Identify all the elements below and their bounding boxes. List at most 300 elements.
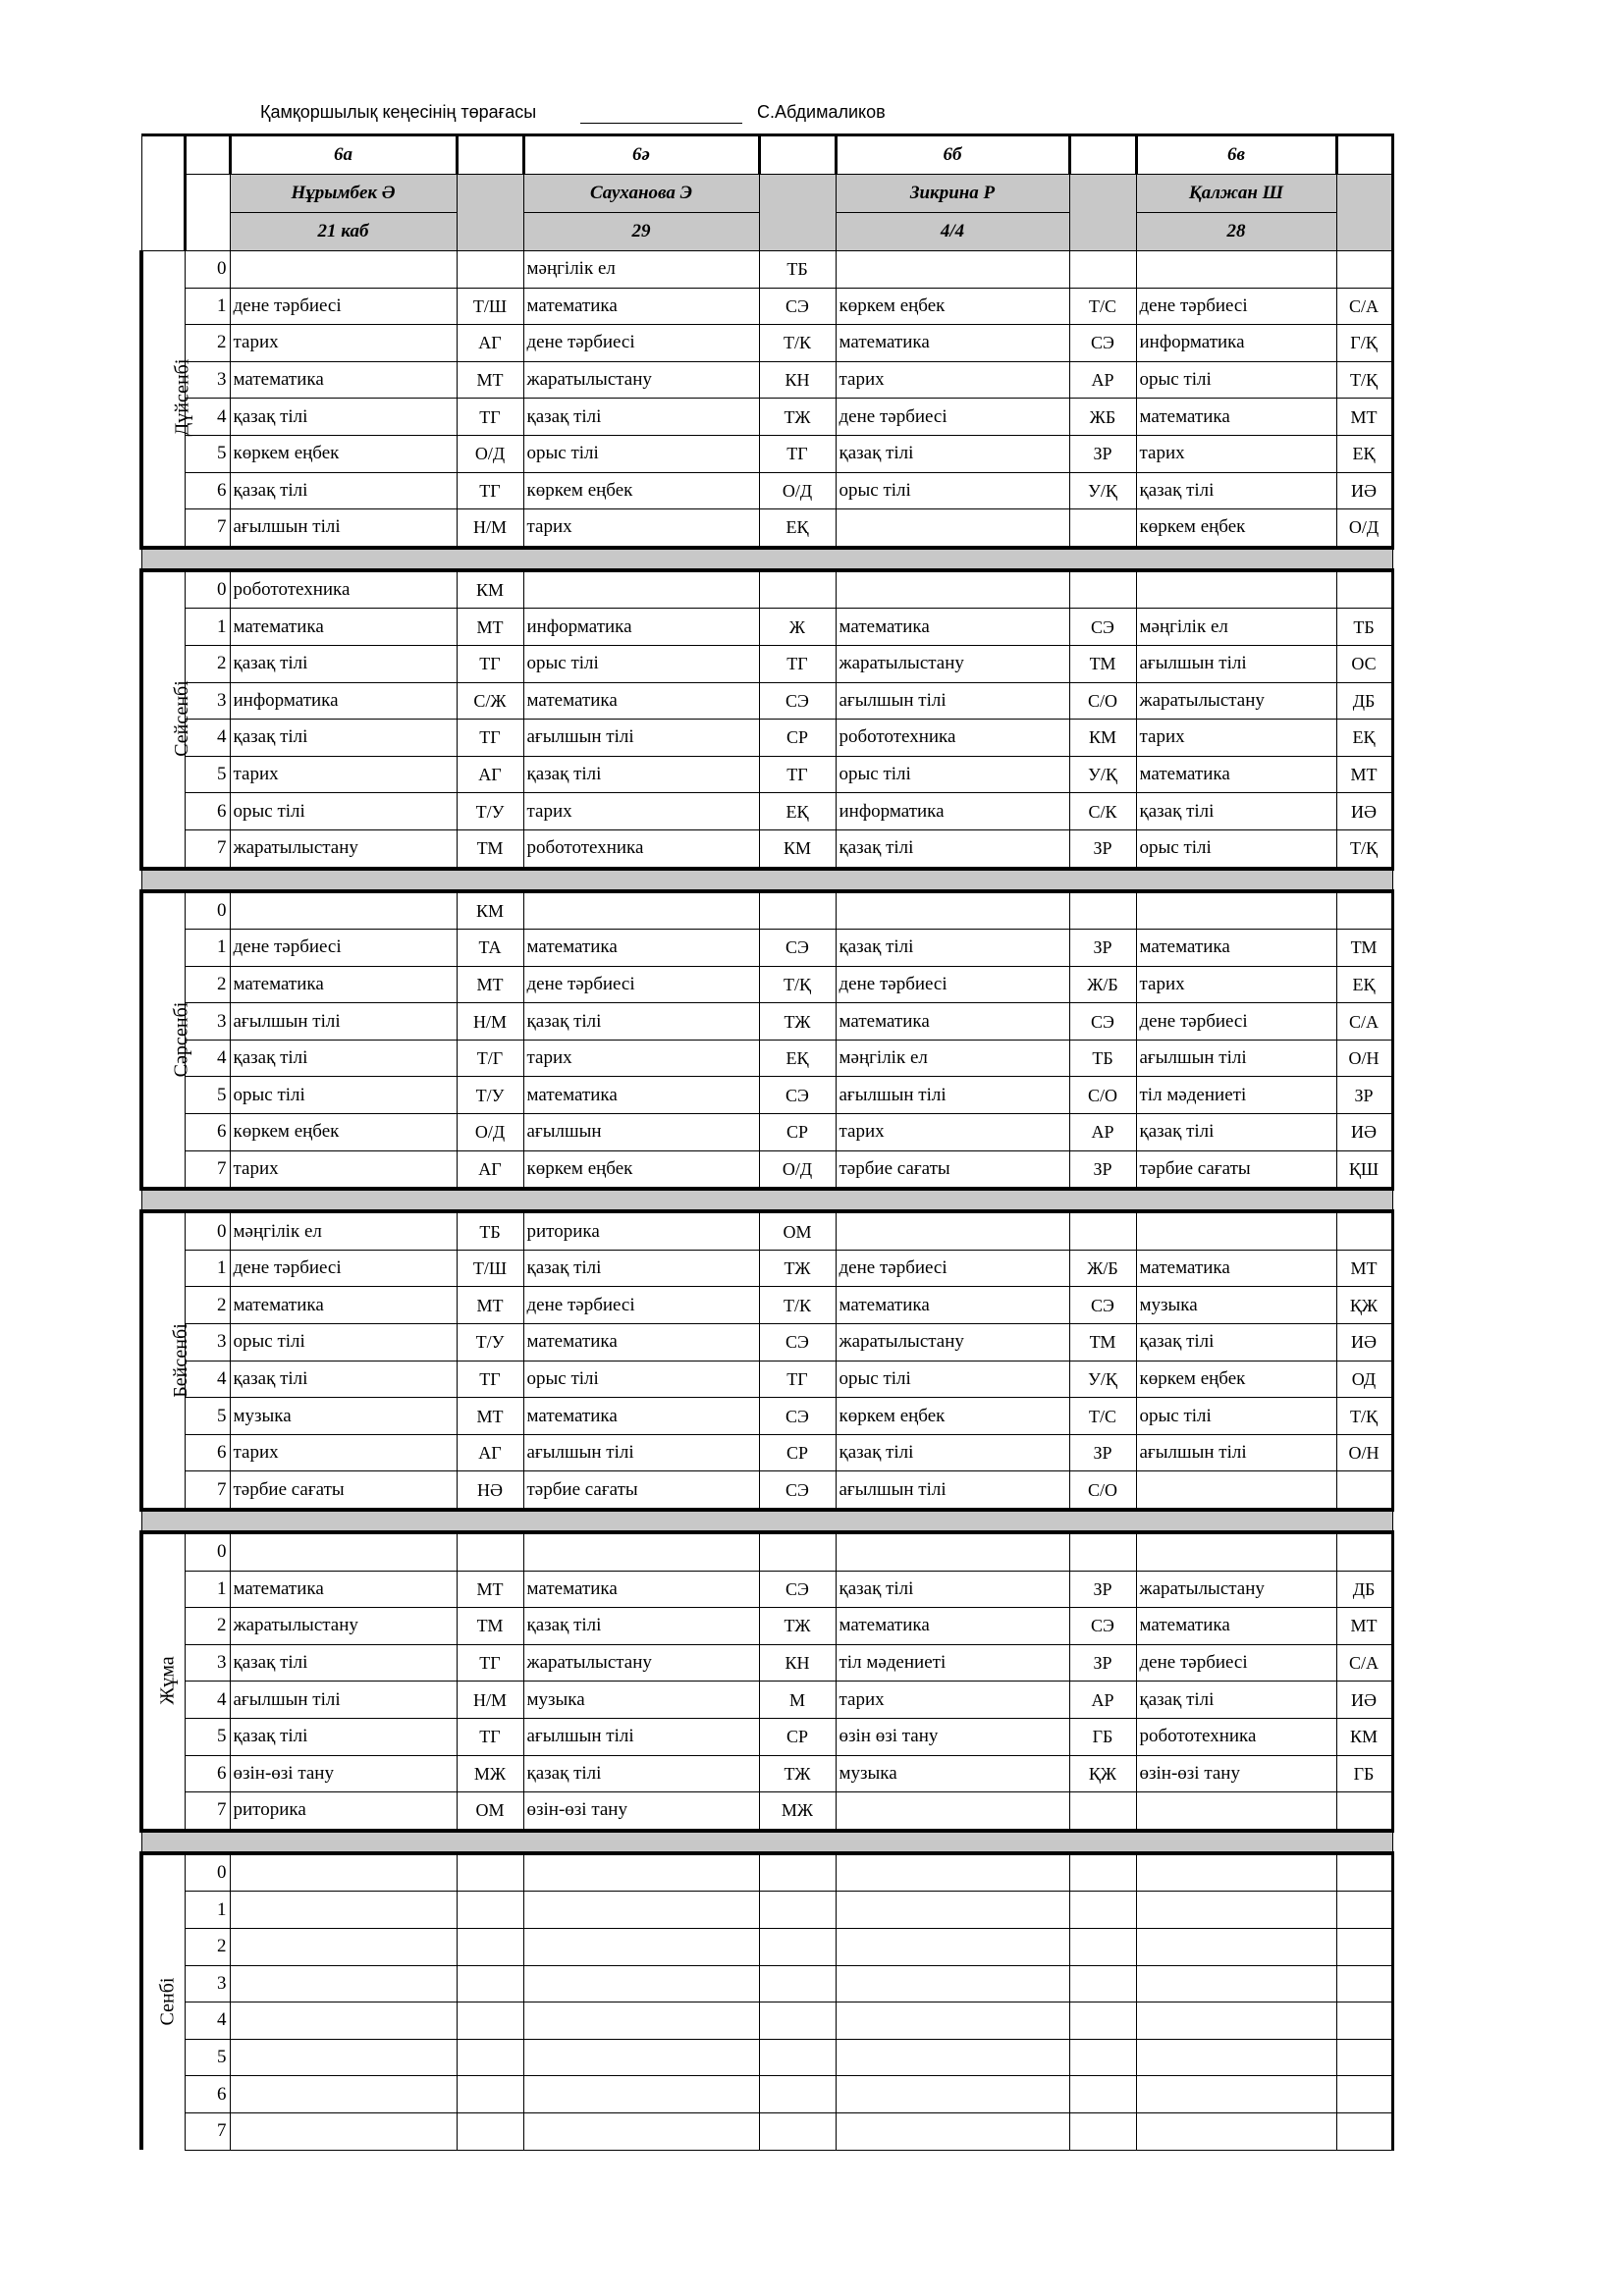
subject-cell: математика (1136, 1608, 1336, 1645)
teacher-code-cell: Т/Қ (759, 966, 836, 1003)
teacher-code-cell (1069, 1965, 1136, 2002)
subject-cell: ағылшын тілі (836, 682, 1069, 720)
subject-cell: қазақ тілі (523, 1755, 759, 1792)
teacher-code-cell: ЖБ (1069, 399, 1136, 436)
teacher-code-cell: ЕҚ (759, 793, 836, 830)
teacher-code-cell: О/Д (759, 1150, 836, 1189)
teacher-code-cell: С/А (1336, 1003, 1392, 1041)
subject-cell: қазақ тілі (1136, 1324, 1336, 1362)
lesson-row (141, 1114, 1392, 1151)
lesson-row (141, 720, 1392, 757)
teacher-code-cell: ОС (1336, 645, 1392, 682)
teacher-code-cell: ГБ (1069, 1718, 1136, 1755)
subject-cell: тарих (230, 1434, 457, 1471)
teacher-code-cell: У/Қ (1069, 756, 1136, 793)
teacher-code-cell: О/Н (1336, 1434, 1392, 1471)
lesson-row (141, 1571, 1392, 1608)
subject-cell: қазақ тілі (230, 472, 457, 509)
subject-cell: мәңгілік ел (1136, 609, 1336, 646)
subject-cell (836, 2039, 1069, 2076)
lesson-row (141, 1250, 1392, 1287)
day-separator (141, 1510, 1392, 1532)
council-chair-name: С.Абдималиков (757, 102, 886, 122)
subject-cell: орыс тілі (230, 1324, 457, 1362)
lesson-number: 1 (185, 930, 230, 967)
subject-cell: қазақ тілі (230, 720, 457, 757)
corner-cell (185, 135, 230, 175)
lesson-number: 2 (185, 966, 230, 1003)
lesson-row (141, 472, 1392, 509)
lesson-number: 6 (185, 1114, 230, 1151)
subject-cell: тарих (523, 1040, 759, 1077)
lesson-row (141, 793, 1392, 830)
teacher-code-cell: ЕҚ (759, 1040, 836, 1077)
day-name: Бейсенбі (169, 1322, 191, 1398)
day-label (141, 891, 192, 1190)
lesson-row (141, 1965, 1392, 2002)
subject-cell (1136, 1471, 1336, 1510)
teacher-code-cell (1336, 2112, 1392, 2150)
teacher-code-cell (759, 2112, 836, 2150)
subject-cell (523, 570, 759, 609)
subject-cell (523, 1928, 759, 1965)
subject-cell (230, 2002, 457, 2040)
subject-cell (1136, 1892, 1336, 1929)
lesson-row (141, 1003, 1392, 1041)
class-header-row (141, 135, 1392, 175)
subject-cell: математика (230, 1571, 457, 1608)
subject-cell (523, 1853, 759, 1892)
lesson-row (141, 1471, 1392, 1510)
lesson-number: 2 (185, 1608, 230, 1645)
subject-cell (836, 1965, 1069, 2002)
subject-cell: математика (1136, 399, 1336, 436)
subject-cell: ағылшын тілі (836, 1471, 1069, 1510)
lesson-row (141, 1287, 1392, 1324)
subject-cell: өзін-өзі тану (1136, 1755, 1336, 1792)
teacher-code-cell: КМ (759, 829, 836, 868)
subject-cell: дене тәрбиесі (230, 930, 457, 967)
subject-cell: тіл мәдениеті (836, 1644, 1069, 1682)
class-header-blank (759, 135, 836, 175)
teacher-code-cell (1336, 2039, 1392, 2076)
lesson-number: 2 (185, 645, 230, 682)
subject-cell: математика (1136, 756, 1336, 793)
teacher-code-cell: АГ (457, 325, 523, 362)
subject-cell: қазақ тілі (523, 1608, 759, 1645)
teacher-code-cell: СЭ (1069, 325, 1136, 362)
lesson-row (141, 2076, 1392, 2113)
subject-cell: математика (836, 1003, 1069, 1041)
teacher-code-cell: ТЖ (759, 1608, 836, 1645)
teacher-code-cell (1336, 2076, 1392, 2113)
teacher-code-cell (759, 1892, 836, 1929)
lesson-number: 3 (185, 1003, 230, 1041)
teacher-code-cell (759, 1532, 836, 1571)
teacher-code-cell: Н/М (457, 509, 523, 548)
teacher-code-cell: ТГ (759, 645, 836, 682)
teacher-code-cell: ТГ (759, 1361, 836, 1398)
teacher-code-cell: ТМ (1069, 1324, 1136, 1362)
teacher-code-cell (1336, 2002, 1392, 2040)
lesson-number: 5 (185, 2039, 230, 2076)
teacher-code-cell (1069, 1892, 1136, 1929)
day-name: Дүйсенбі (171, 358, 193, 437)
subject-cell (836, 2076, 1069, 2113)
teacher-code-cell: ИӘ (1336, 1114, 1392, 1151)
schedule-table (139, 133, 1394, 2151)
subject-cell: ағылшын (523, 1114, 759, 1151)
teacher-code-cell: Т/У (457, 793, 523, 830)
teacher-code-cell: ЗР (1069, 435, 1136, 472)
lesson-row (141, 966, 1392, 1003)
teacher-code-cell: ТМ (457, 829, 523, 868)
teacher-code-cell: ТГ (759, 435, 836, 472)
subject-cell: қазақ тілі (523, 756, 759, 793)
subject-cell: қазақ тілі (1136, 793, 1336, 830)
lesson-row (141, 930, 1392, 967)
teacher-code-cell: ТЖ (759, 1250, 836, 1287)
teacher-code-cell: КМ (457, 570, 523, 609)
teacher-header-row (141, 175, 1392, 213)
day-label (141, 1853, 185, 2150)
teacher-code-cell: ТБ (1336, 609, 1392, 646)
subject-cell: математика (1136, 1250, 1336, 1287)
teacher-code-cell: НӘ (457, 1471, 523, 1510)
lesson-number: 5 (185, 1718, 230, 1755)
teacher-code-cell: СР (759, 720, 836, 757)
teacher-code-cell: ДБ (1336, 1571, 1392, 1608)
subject-cell: дене тәрбиесі (523, 966, 759, 1003)
subject-cell (836, 1792, 1069, 1831)
teacher-code-cell: Т/У (457, 1077, 523, 1114)
subject-cell: мәңгілік ел (836, 1040, 1069, 1077)
subject-cell: дене тәрбиесі (230, 1250, 457, 1287)
subject-cell: ағылшын тілі (523, 1434, 759, 1471)
day-name: Сейсенбі (170, 680, 192, 757)
subject-cell: музыка (230, 1398, 457, 1435)
teacher-code-cell: СР (759, 1718, 836, 1755)
lesson-row (141, 288, 1392, 325)
subject-cell: математика (523, 1324, 759, 1362)
lesson-number: 4 (185, 720, 230, 757)
lesson-row (141, 1324, 1392, 1362)
subject-cell: қазақ тілі (836, 829, 1069, 868)
teacher-code-cell: Т/С (1069, 1398, 1136, 1435)
teacher-code-cell: ҚЖ (1336, 1287, 1392, 1324)
teacher-code-cell (1336, 1211, 1392, 1250)
subject-cell: орыс тілі (836, 472, 1069, 509)
lesson-row (141, 1928, 1392, 1965)
subject-cell: математика (523, 288, 759, 325)
teacher-code-cell: МТ (457, 1571, 523, 1608)
subject-cell: қазақ тілі (836, 930, 1069, 967)
subject-cell: математика (523, 1398, 759, 1435)
teacher-code-cell: Т/Қ (1336, 829, 1392, 868)
subject-cell (523, 2112, 759, 2150)
subject-cell (1136, 1532, 1336, 1571)
teacher-code-cell: КМ (457, 891, 523, 930)
subject-cell: тәрбие сағаты (1136, 1150, 1336, 1189)
teacher-code-cell: ТГ (759, 756, 836, 793)
lesson-row (141, 756, 1392, 793)
teacher-code-cell: ТЖ (759, 1755, 836, 1792)
subject-cell: тарих (836, 1682, 1069, 1719)
subject-cell: тәрбие сағаты (230, 1471, 457, 1510)
teacher-code-cell: О/Д (457, 1114, 523, 1151)
lesson-number: 1 (185, 1250, 230, 1287)
subject-cell: өзін-өзі тану (523, 1792, 759, 1831)
subject-cell: орыс тілі (836, 756, 1069, 793)
subject-cell: математика (230, 1287, 457, 1324)
subject-cell: орыс тілі (230, 1077, 457, 1114)
teacher-code-cell (1069, 570, 1136, 609)
teacher-code-cell: О/Д (457, 435, 523, 472)
lesson-row (141, 1682, 1392, 1719)
teacher-code-cell: Т/Г (457, 1040, 523, 1077)
subject-cell (1136, 1853, 1336, 1892)
teacher-code-cell: СЭ (759, 1571, 836, 1608)
lesson-row (141, 1644, 1392, 1682)
teacher-code-cell: С/К (1069, 793, 1136, 830)
lesson-number: 2 (185, 325, 230, 362)
subject-cell (836, 2112, 1069, 2150)
class-name: 6в (1136, 135, 1336, 175)
subject-cell: қазақ тілі (1136, 1114, 1336, 1151)
teacher-code-cell: Т/К (759, 1287, 836, 1324)
teacher-code-cell: ТБ (457, 1211, 523, 1250)
lesson-number: 4 (185, 1361, 230, 1398)
teacher-code-cell: ТГ (457, 399, 523, 436)
lesson-row (141, 325, 1392, 362)
day-separator (141, 869, 1392, 891)
subject-cell: өзін-өзі тану (230, 1755, 457, 1792)
teacher-code-cell: О/Д (759, 472, 836, 509)
subject-cell: көркем еңбек (836, 288, 1069, 325)
lesson-row (141, 1892, 1392, 1929)
teacher-code-cell: ТМ (1069, 645, 1136, 682)
teacher-code-cell: С/Ж (457, 682, 523, 720)
teacher-code-cell: МТ (457, 361, 523, 399)
subject-cell: қазақ тілі (230, 399, 457, 436)
teacher-code-cell: Ж/Б (1069, 966, 1136, 1003)
subject-cell: жаратылыстану (836, 645, 1069, 682)
teacher-code-cell: С/О (1069, 1077, 1136, 1114)
subject-cell: математика (230, 609, 457, 646)
lesson-number: 7 (185, 1471, 230, 1510)
subject-cell: робототехника (836, 720, 1069, 757)
teacher-code-cell: ТГ (457, 720, 523, 757)
subject-cell: мәңгілік ел (523, 251, 759, 289)
teacher-code-cell: Т/Қ (1336, 361, 1392, 399)
teacher-code-cell: ЕҚ (1336, 720, 1392, 757)
teacher-code-cell: СЭ (1069, 1287, 1136, 1324)
teacher-code-cell (1336, 1928, 1392, 1965)
subject-cell (230, 1892, 457, 1929)
teacher-code-cell: ҚЖ (1069, 1755, 1136, 1792)
lesson-number: 4 (185, 1682, 230, 1719)
subject-cell (523, 2076, 759, 2113)
lesson-row (141, 645, 1392, 682)
lesson-number: 3 (185, 1965, 230, 2002)
subject-cell: жаратылыстану (230, 1608, 457, 1645)
teacher-code-cell (457, 2112, 523, 2150)
subject-cell (1136, 2002, 1336, 2040)
teacher-code-cell: Т/Ш (457, 1250, 523, 1287)
teacher-code-cell (1336, 1471, 1392, 1510)
subject-cell (1136, 1792, 1336, 1831)
teacher-code-cell (457, 2039, 523, 2076)
teacher-code-cell: АГ (457, 1150, 523, 1189)
teacher-code-cell: КМ (1069, 720, 1136, 757)
subject-cell: робототехника (1136, 1718, 1336, 1755)
subject-cell (1136, 1211, 1336, 1250)
day-name: Сенбі (156, 1977, 179, 2026)
subject-cell (523, 2039, 759, 2076)
teacher-code-cell (1336, 1965, 1392, 2002)
subject-cell: информатика (836, 793, 1069, 830)
subject-cell: мәңгілік ел (230, 1211, 457, 1250)
lesson-row (141, 1361, 1392, 1398)
subject-cell: қазақ тілі (230, 1040, 457, 1077)
subject-cell (836, 1892, 1069, 1929)
lesson-row (141, 2002, 1392, 2040)
teacher-code-cell (1336, 891, 1392, 930)
subject-cell: математика (523, 682, 759, 720)
class-name: 6б (836, 135, 1069, 175)
lesson-row (141, 1755, 1392, 1792)
council-chair-caption: Қамқоршылық кеңесінің төрағасы (260, 102, 537, 122)
teacher-code-cell (1069, 1211, 1136, 1250)
teacher-code-cell (1336, 570, 1392, 609)
subject-cell: математика (523, 1077, 759, 1114)
lesson-row (141, 829, 1392, 868)
lesson-number: 7 (185, 1792, 230, 1831)
teacher-code-cell: МЖ (457, 1755, 523, 1792)
subject-cell: робототехника (523, 829, 759, 868)
teacher-code-cell: ЕҚ (1336, 435, 1392, 472)
subject-cell: көркем еңбек (1136, 509, 1336, 548)
teacher-code-cell: ТЖ (759, 1003, 836, 1041)
teacher-code-cell: ЗР (1069, 1150, 1136, 1189)
subject-cell: математика (836, 1287, 1069, 1324)
lesson-number: 6 (185, 2076, 230, 2113)
teacher-code-cell: ТБ (1069, 1040, 1136, 1077)
teacher-code-cell (1069, 509, 1136, 548)
teacher-code-cell: С/А (1336, 288, 1392, 325)
lesson-number: 7 (185, 1150, 230, 1189)
teacher-code-cell: ОМ (457, 1792, 523, 1831)
teacher-code-cell: ТА (457, 930, 523, 967)
subject-cell: дене тәрбиесі (230, 288, 457, 325)
lesson-row (141, 1211, 1392, 1250)
day-name: Жұма (156, 1656, 179, 1706)
subject-cell (523, 1965, 759, 2002)
lesson-row (141, 399, 1392, 436)
subject-cell: ағылшын тілі (836, 1077, 1069, 1114)
subject-cell (836, 1853, 1069, 1892)
subject-cell: көркем еңбек (230, 435, 457, 472)
lesson-number: 5 (185, 1398, 230, 1435)
subject-cell (523, 891, 759, 930)
teacher-code-cell: МТ (1336, 756, 1392, 793)
teacher-code-cell: АГ (457, 756, 523, 793)
lesson-row (141, 1532, 1392, 1571)
teacher-code-cell (759, 2039, 836, 2076)
lesson-row (141, 2112, 1392, 2150)
subject-cell: информатика (1136, 325, 1336, 362)
lesson-number: 3 (185, 361, 230, 399)
subject-cell (1136, 251, 1336, 289)
teacher-code-cell: ИӘ (1336, 793, 1392, 830)
teacher-code-cell: МТ (1336, 1608, 1392, 1645)
teacher-code-cell: ЗР (1069, 1644, 1136, 1682)
teacher-code-cell: АР (1069, 361, 1136, 399)
subject-cell: информатика (523, 609, 759, 646)
subject-cell: жаратылыстану (523, 361, 759, 399)
teacher-code-cell (457, 1928, 523, 1965)
subject-cell: орыс тілі (523, 645, 759, 682)
teacher-code-cell (1069, 1532, 1136, 1571)
teacher-code-cell (1336, 1853, 1392, 1892)
subject-cell: тәрбие сағаты (523, 1471, 759, 1510)
class-header-blank (1069, 135, 1136, 175)
subject-cell: ағылшын тілі (1136, 1434, 1336, 1471)
day-name: Сәрсенбі (170, 1001, 192, 1078)
teacher-code-cell: КН (759, 1644, 836, 1682)
subject-cell: музыка (523, 1682, 759, 1719)
lesson-number: 4 (185, 399, 230, 436)
subject-cell: жаратылыстану (1136, 1571, 1336, 1608)
lesson-number: 0 (185, 251, 230, 289)
subject-cell (230, 251, 457, 289)
subject-cell: математика (523, 930, 759, 967)
teacher-code-cell: С/О (1069, 1471, 1136, 1510)
subject-cell: қазақ тілі (230, 1361, 457, 1398)
subject-cell (836, 570, 1069, 609)
lesson-number: 7 (185, 829, 230, 868)
class-teacher: Сауханова Э (523, 175, 759, 213)
teacher-code-cell: АГ (457, 1434, 523, 1471)
class-header-blank (1336, 175, 1392, 251)
teacher-code-cell (759, 2002, 836, 2040)
subject-cell: дене тәрбиесі (523, 1287, 759, 1324)
subject-cell (1136, 891, 1336, 930)
subject-cell: орыс тілі (1136, 829, 1336, 868)
teacher-code-cell (759, 891, 836, 930)
separator-band (141, 1831, 1392, 1853)
teacher-code-cell (1069, 1853, 1136, 1892)
teacher-code-cell: АР (1069, 1114, 1136, 1151)
teacher-code-cell: Ж (759, 609, 836, 646)
subject-cell: математика (836, 609, 1069, 646)
teacher-code-cell: Т/С (1069, 288, 1136, 325)
subject-cell: ағылшын тілі (523, 1718, 759, 1755)
subject-cell: орыс тілі (1136, 361, 1336, 399)
subject-cell: қазақ тілі (1136, 1682, 1336, 1719)
class-room: 21 каб (230, 213, 457, 251)
subject-cell: қазақ тілі (523, 399, 759, 436)
subject-cell: тарих (1136, 966, 1336, 1003)
lesson-row (141, 609, 1392, 646)
subject-cell: көркем еңбек (1136, 1361, 1336, 1398)
subject-cell: тарих (230, 325, 457, 362)
class-header-blank (457, 135, 523, 175)
teacher-code-cell (759, 1965, 836, 2002)
teacher-code-cell: КМ (1336, 1718, 1392, 1755)
subject-cell: риторика (230, 1792, 457, 1831)
teacher-code-cell: СР (759, 1434, 836, 1471)
